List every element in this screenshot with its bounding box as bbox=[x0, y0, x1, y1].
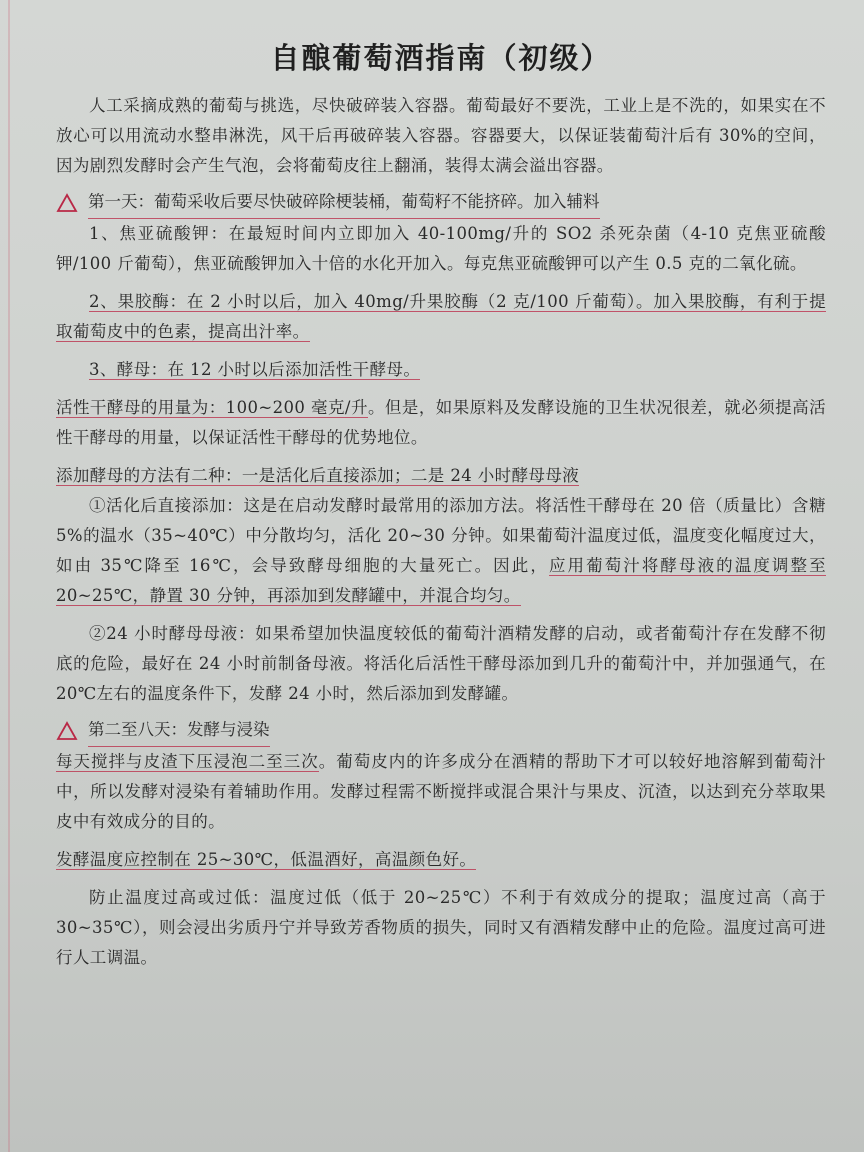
section-day1-heading bbox=[56, 187, 826, 219]
methods-text: 添加酵母的方法有二种：一是活化后直接添加；二是 24 小时酵母母液 bbox=[56, 466, 580, 485]
day1-item3 bbox=[56, 355, 826, 385]
method1-text: ①活化后直接添加：这是在启动发酵时最常用的添加方法。将活性干酵母在 20 倍（质量比）含糖 5%的温水（35~40℃）中分散均匀，活化 20~30 分钟。如果葡萄汁温度过低，温度变化幅度过大，如由 35℃降至 16℃，会导致酵母细胞的大量死亡。因此， bbox=[56, 496, 826, 575]
day1-item1: 1、焦亚硫酸钾：在最短时间内立即加入 40-100mg/升的 SO2 杀死杂菌（4-10 克焦亚硫酸钾/100 斤葡萄），焦亚硫酸钾加入十倍的水化开加入。每克焦亚硫酸钾可以产生 0.5 克的二氧化硫。 bbox=[56, 224, 826, 273]
day1-item2 bbox=[56, 287, 826, 347]
section-day2to8-heading bbox=[56, 715, 826, 747]
intro-paragraph: 人工采摘成熟的葡萄与挑选，尽快破碎装入容器。葡萄最好不要洗，工业上是不洗的，如果实在不放心可以用流动水整串淋洗，风干后再破碎装入容器。容器要大，以保证装葡萄汁后有 30%的空间，因为剧烈发酵时会产生气泡，会将葡萄皮往上翻涌，装得太满会溢出容器。 bbox=[56, 96, 826, 175]
method1-highlight: 应用葡萄汁将酵母液的温度调整至 20~25℃，静置 30 分钟，再添加到发酵罐中，并混合均匀。 bbox=[56, 556, 826, 605]
margin-line bbox=[8, 0, 10, 1152]
dosage-rest: 。但是，如果原料及发酵设施的卫生状况很差，就必须提高活性干酵母的用量，以保证活性干酵母的优势地位。 bbox=[56, 398, 826, 447]
day1-item3-text: 3、酵母：在 12 小时以后添加活性干酵母。 bbox=[89, 360, 421, 379]
day1-item2-text: 2、果胶酶：在 2 小时以后，加入 40mg/升果胶酶（2 克/100 斤葡萄）。加入果胶酶，有利于提取葡萄皮中的色素，提高出汁率。 bbox=[56, 292, 826, 341]
dosage-highlight: 活性干酵母的用量为：100~200 毫克/升 bbox=[56, 398, 368, 417]
warning-triangle-icon bbox=[56, 193, 78, 213]
dosage-paragraph bbox=[56, 393, 826, 453]
warning-triangle-icon bbox=[56, 721, 78, 741]
methods-paragraph bbox=[56, 461, 826, 491]
day2to8-para1-rest: 。葡萄皮内的许多成分在酒精的帮助下才可以较好地溶解到葡萄汁中，所以发酵对浸染有着辅助作用。发酵过程需不断搅拌或混合果汁与果皮、沉渣，以达到充分萃取果皮中有效成分的目的。 bbox=[56, 752, 827, 831]
day2to8-para2 bbox=[56, 845, 826, 875]
day1-heading-text: 第一天：葡萄采收后要尽快破碎除梗装桶，葡萄籽不能挤碎。加入辅料 bbox=[88, 187, 600, 219]
day2to8-para1 bbox=[56, 747, 826, 837]
day2to8-para3: 防止温度过高或过低：温度过低（低于 20~25℃）不利于有效成分的提取；温度过高（高于 30~35℃），则会浸出劣质丹宁并导致芳香物质的损失，同时又有酒精发酵中止的危险。温度过高可进行人工调温。 bbox=[56, 888, 826, 967]
document-title: 自酿葡萄酒指南（初级） bbox=[270, 41, 612, 75]
day2to8-para1-highlight: 每天搅拌与皮渣下压浸泡二至三次 bbox=[56, 752, 319, 771]
day2to8-heading-text: 第二至八天：发酵与浸染 bbox=[88, 715, 270, 747]
method1-paragraph bbox=[56, 491, 826, 611]
method2-paragraph: ②24 小时酵母母液：如果希望加快温度较低的葡萄汁酒精发酵的启动，或者葡萄汁存在发酵不彻底的危险，最好在 24 小时前制备母液。将活化后活性干酵母添加到几升的葡萄汁中，并加强通气，在 20℃左右的温度条件下，发酵 24 小时，然后添加到发酵罐。 bbox=[56, 624, 826, 703]
day2to8-para2-text: 发酵温度应控制在 25~30℃，低温酒好，高温颜色好。 bbox=[56, 850, 477, 869]
